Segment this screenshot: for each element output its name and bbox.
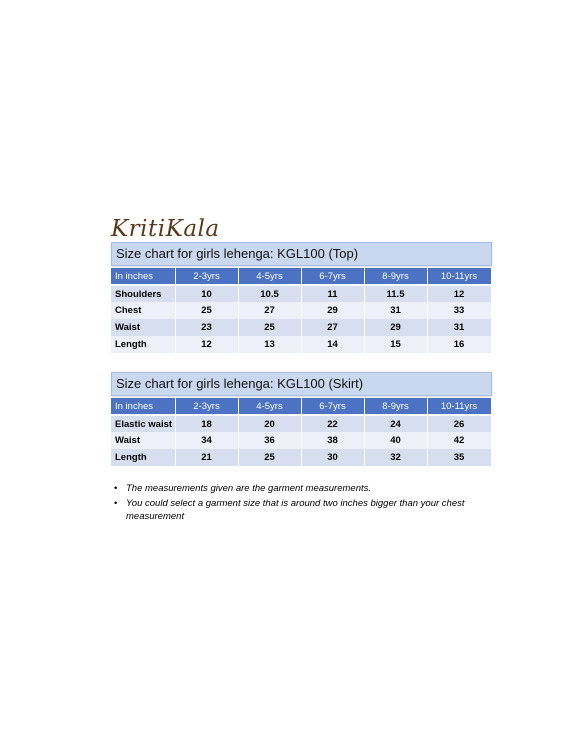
table-header-row xyxy=(111,268,491,285)
table-cell: 24 xyxy=(364,415,427,432)
list-item xyxy=(114,497,484,523)
table-row xyxy=(111,285,491,302)
table-cell: 27 xyxy=(238,302,301,319)
table-row xyxy=(111,302,491,319)
row-label: Waist xyxy=(111,432,175,449)
table-row xyxy=(111,449,491,466)
table-cell: 26 xyxy=(427,415,491,432)
skirt-size-chart xyxy=(111,372,492,466)
column-header: In inches xyxy=(111,398,175,415)
column-header: 6-7yrs xyxy=(301,268,364,285)
table-cell: 32 xyxy=(364,449,427,466)
skirt-size-chart-title: Size chart for girls lehenga: KGL100 (Skirt) xyxy=(111,372,492,396)
table-cell: 13 xyxy=(238,336,301,353)
table-cell: 42 xyxy=(427,432,491,449)
list-item xyxy=(114,482,484,495)
table-cell: 23 xyxy=(175,319,238,336)
note-text: You could select a garment size that is around two inches bigger than your chest measurement xyxy=(126,498,465,522)
column-header: 4-5yrs xyxy=(238,268,301,285)
table-cell: 16 xyxy=(427,336,491,353)
table-cell: 12 xyxy=(427,285,491,302)
row-label: Shoulders xyxy=(111,285,175,302)
table-cell: 31 xyxy=(364,302,427,319)
top-size-table xyxy=(111,268,492,353)
note-text: The measurements given are the garment measurements. xyxy=(126,483,372,494)
table-cell: 34 xyxy=(175,432,238,449)
table-cell: 40 xyxy=(364,432,427,449)
table-cell: 21 xyxy=(175,449,238,466)
row-label: Length xyxy=(111,336,175,353)
table-cell: 38 xyxy=(301,432,364,449)
bullet-icon: • xyxy=(114,498,118,509)
table-cell: 31 xyxy=(427,319,491,336)
row-label: Chest xyxy=(111,302,175,319)
table-cell: 29 xyxy=(364,319,427,336)
column-header: 10-11yrs xyxy=(427,268,491,285)
table-header-row xyxy=(111,398,491,415)
table-cell: 22 xyxy=(301,415,364,432)
measurement-notes xyxy=(114,482,484,525)
row-label: Length xyxy=(111,449,175,466)
table-row xyxy=(111,432,491,449)
column-header: 8-9yrs xyxy=(364,268,427,285)
table-cell: 25 xyxy=(238,449,301,466)
table-cell: 33 xyxy=(427,302,491,319)
table-row xyxy=(111,336,491,353)
column-header: 2-3yrs xyxy=(175,268,238,285)
column-header: 8-9yrs xyxy=(364,398,427,415)
table-cell: 10 xyxy=(175,285,238,302)
table-row xyxy=(111,415,491,432)
bullet-icon: • xyxy=(114,483,118,494)
table-cell: 14 xyxy=(301,336,364,353)
table-cell: 12 xyxy=(175,336,238,353)
table-cell: 25 xyxy=(175,302,238,319)
table-cell: 29 xyxy=(301,302,364,319)
table-cell: 35 xyxy=(427,449,491,466)
brand-logo: KritiKala xyxy=(111,216,220,242)
top-size-chart xyxy=(111,242,492,353)
table-cell: 36 xyxy=(238,432,301,449)
table-cell: 11.5 xyxy=(364,285,427,302)
table-cell: 18 xyxy=(175,415,238,432)
table-cell: 20 xyxy=(238,415,301,432)
table-cell: 27 xyxy=(301,319,364,336)
table-cell: 15 xyxy=(364,336,427,353)
column-header: 6-7yrs xyxy=(301,398,364,415)
table-cell: 10.5 xyxy=(238,285,301,302)
skirt-size-table xyxy=(111,398,492,466)
table-cell: 30 xyxy=(301,449,364,466)
column-header: 10-11yrs xyxy=(427,398,491,415)
column-header: In inches xyxy=(111,268,175,285)
row-label: Waist xyxy=(111,319,175,336)
top-size-chart-title: Size chart for girls lehenga: KGL100 (Top) xyxy=(111,242,492,266)
table-row xyxy=(111,319,491,336)
column-header: 2-3yrs xyxy=(175,398,238,415)
table-cell: 11 xyxy=(301,285,364,302)
column-header: 4-5yrs xyxy=(238,398,301,415)
table-cell: 25 xyxy=(238,319,301,336)
row-label: Elastic waist xyxy=(111,415,175,432)
